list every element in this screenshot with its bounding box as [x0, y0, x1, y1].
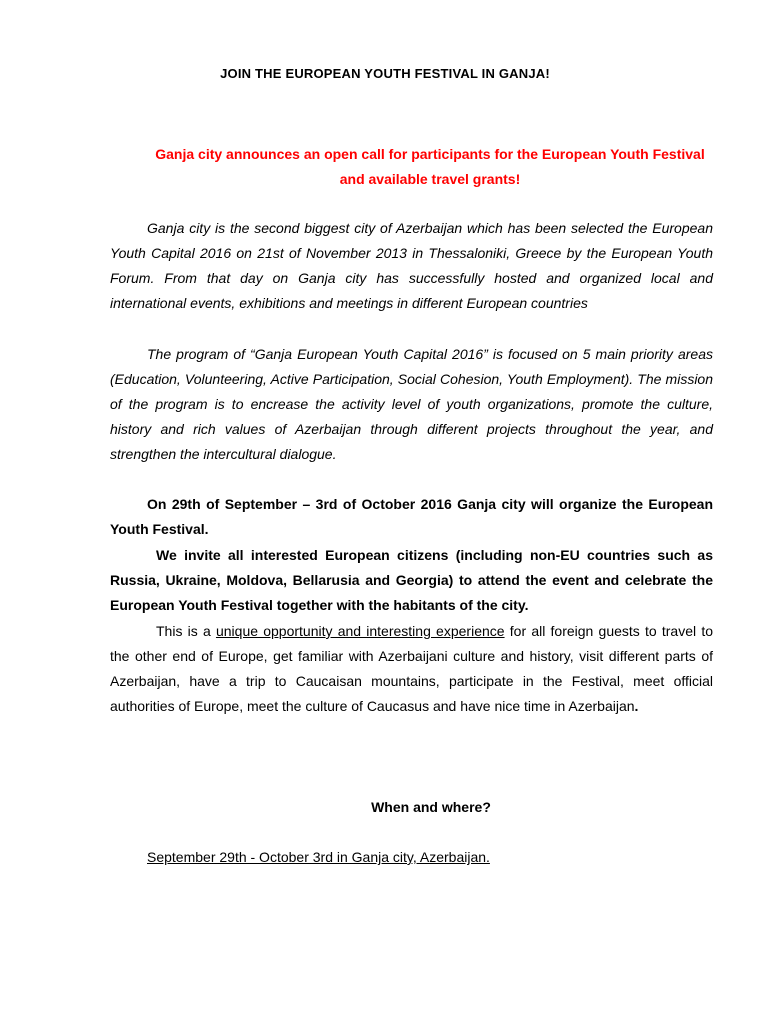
opportunity-underlined-text: unique opportunity and interesting experience [215, 623, 505, 639]
document-subtitle: Ganja city announces an open call for participants for the European Youth Festival and available travel grants! [155, 146, 705, 187]
opportunity-rest-text: for all foreign guests to travel to the other end of Europe, get familiar with Azerbaijani culture and history, visit different parts of Azerbaijan, have a trip to Caucaisan mountains, participate in the Festival, meet official authorities of Europe, meet the culture of Caucasus and have nice time in Azerbaijan [110, 623, 714, 714]
dates-location: September 29th - October 3rd in Ganja city, Azerbaijan. [147, 849, 490, 865]
paragraph-program: The program of “Ganja European Youth Capital 2016” is focused on 5 main priority areas (Education, Volunteering, Active Participation, Social Cohesion, Youth Employment). The mission of the program is to encrease the activity level of youth organizations, promote the culture, history and rich values of Azerbaijan through different projects throughout the year, and strengthen the intercultural dialogue. [110, 346, 713, 462]
opportunity-end-period: . [634, 698, 639, 714]
paragraph-opportunity [110, 619, 713, 719]
paragraph-invitation: We invite all interested European citizens (including non-EU countries such as Russia, Ukraine, Moldova, Bellarusia and Georgia) to attend the event and celebrate the European Youth Festival together with the habitants of the city. [110, 547, 713, 613]
paragraph-ganja-intro: Ganja city is the second biggest city of Azerbaijan which has been selected the European Youth Capital 2016 on 21st of November 2013 in Thessaloniki, Greece by the European Youth Forum. From that day on Ganja city has successfully hosted and organized local and international events, exhibitions and meetings in different European countries [110, 220, 713, 311]
document-title: JOIN THE EUROPEAN YOUTH FESTIVAL IN GANJA! [220, 66, 550, 81]
when-where-heading: When and where? [371, 799, 491, 815]
opportunity-lead-text: This is a [156, 623, 216, 639]
paragraph-festival-dates: On 29th of September – 3rd of October 2016 Ganja city will organize the European Youth Festival. [110, 496, 713, 537]
